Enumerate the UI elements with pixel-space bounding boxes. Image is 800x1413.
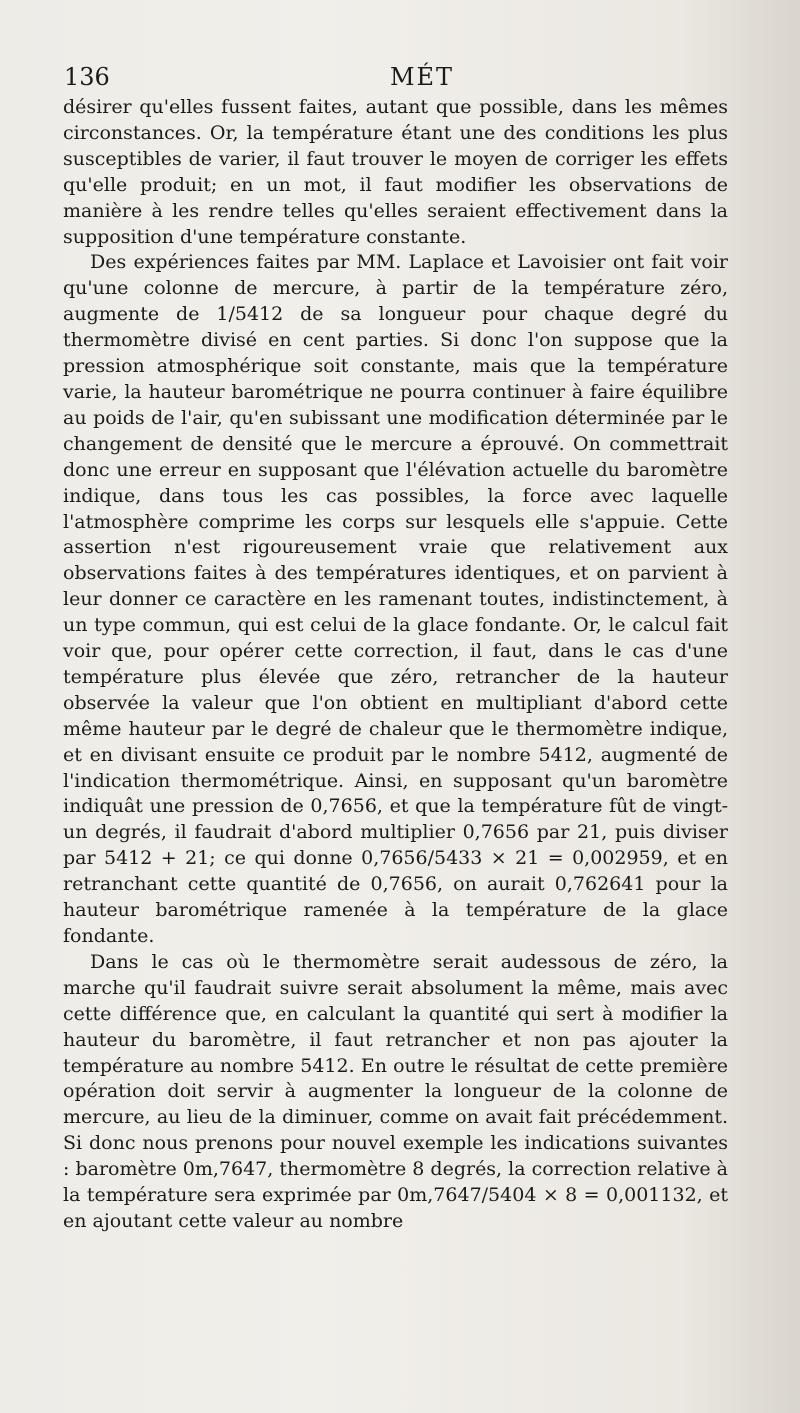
body-text	[63, 95, 728, 1235]
page-header	[64, 62, 740, 92]
page-number: 136	[64, 63, 110, 91]
paragraph-3: Dans le cas où le thermomètre serait audessous de zéro, la marche qu'il faudrait suivre serait absolument la même, mais avec cette différence que, en calculant la quantité qui sert à modifier la hauteur du baromètre, il faut retrancher et non pas ajouter la température au nombre 5412. En outre le résultat de cette première opération doit servir à augmenter la longueur de la colonne de mercure, au lieu de la diminuer, comme on avait fait précédemment. Si donc nous prenons pour nouvel exemple les indications suivantes : baromètre 0m,7647, thermomètre 8 degrés, la correction relative à la température sera exprimée par 0m,7647/5404 × 8 = 0,001132, et en ajoutant cette valeur au nombre	[63, 950, 728, 1232]
running-head: MÉT	[389, 63, 455, 91]
paragraph-1: désirer qu'elles fussent faites, autant que possible, dans les mêmes circonstances. Or, la température étant une des conditions les plus susceptibles de varier, il faut trouver le moyen de corriger les effets qu'elle produit; en un mot, il faut modifier les observations de manière à les rendre telles qu'elles seraient effectivement dans la supposition d'une température constante.	[63, 96, 728, 248]
paragraph-2: Des expériences faites par MM. Laplace et Lavoisier ont fait voir qu'une colonne de mercure, à partir de la température zéro, augmente de 1/5412 de sa longueur pour chaque degré du thermomètre divisé en cent parties. Si donc l'on suppose que la pression atmosphérique soit constante, mais que la température varie, la hauteur barométrique ne pourra continuer à faire équilibre au poids de l'air, qu'en subissant une modification déterminée par le changement de densité que le mercure a éprouvé. On commettrait donc une erreur en supposant que l'élévation actuelle du baromètre indique, dans tous les cas possibles, la force avec laquelle l'atmosphère comprime les corps sur lesquels elle s'appuie. Cette assertion n'est rigoureusement vraie que relativement aux observations faites à des températures identiques, et on parvient à leur donner ce caractère en les ramenant toutes, indistinctement, à un type commun, qui est celui de la glace fondante. Or, le calcul fait voir que, pour opérer cette correction, il faut, dans le cas d'une température plus élevée que zéro, retrancher de la hauteur observée la valeur que l'on obtient en multipliant d'abord cette même hauteur par le degré de chaleur que le thermomètre indique, et en divisant ensuite ce produit par le nombre 5412, augmenté de l'indication thermométrique. Ainsi, en supposant qu'un baromètre indiquât une pression de 0,7656, et que la température fût de vingt-un degrés, il faudrait d'abord multiplier 0,7656 par 21, puis diviser par 5412 + 21; ce qui donne 0,7656/5433 × 21 = 0,002959, et en retranchant cette quantité de 0,7656, on aurait 0,762641 pour la hauteur barométrique ramenée à la température de la glace fondante.	[63, 251, 728, 947]
